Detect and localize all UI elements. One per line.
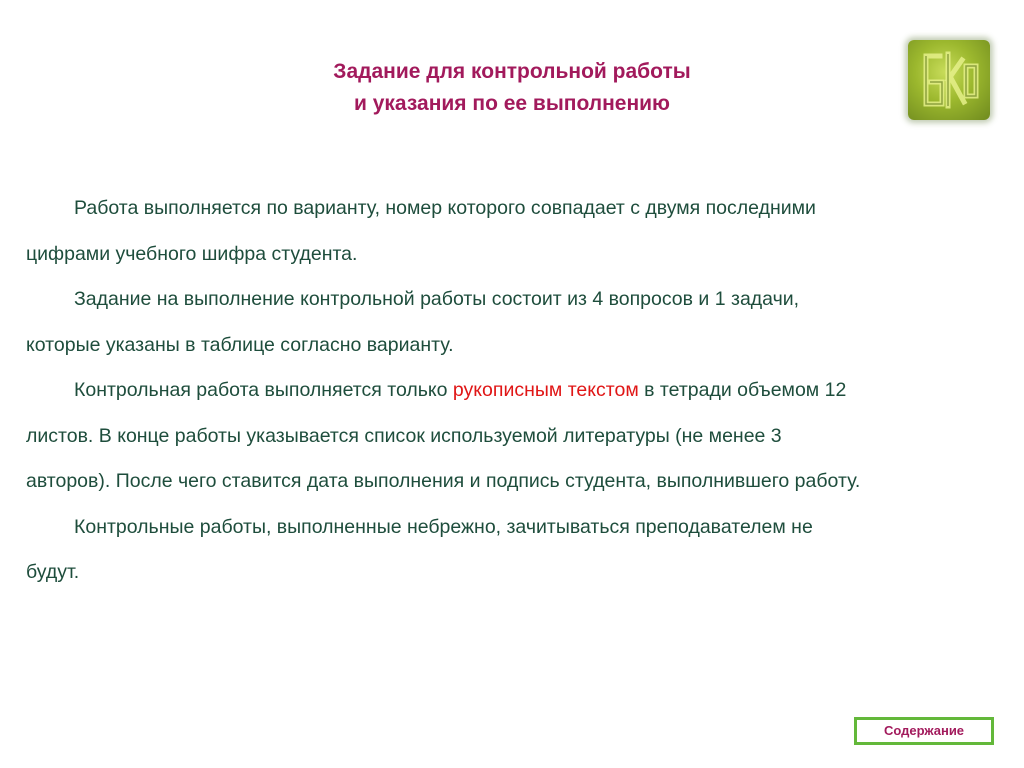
paragraph-tasks-line-2: которые указаны в таблице согласно варианту. [26, 333, 454, 356]
title-line-2: и указания по ее выполнению [354, 92, 670, 115]
paragraph-careless-line-2: будут. [26, 561, 80, 583]
paragraph-handwritten-line-1 [26, 368, 1024, 414]
contents-button[interactable]: Содержание [854, 717, 994, 745]
paragraph-tasks-line-1: Задание на выполнение контрольной работы состоит из 4 вопросов и 1 задачи, [74, 288, 800, 310]
assignment-instructions [26, 186, 1024, 596]
paragraph-handwritten-line-2: листов. В конце работы указывается список используемой литературы (не менее 3 [26, 424, 782, 447]
paragraph-variant-line-2: цифрами учебного шифра студента. [26, 242, 358, 265]
handwritten-text-after: в тетради объемом 12 [638, 379, 847, 401]
university-emblem-icon [908, 40, 990, 120]
paragraph-variant-line-1: Работа выполняется по варианту, номер которого совпадает с двумя последними [74, 197, 816, 219]
paragraph-handwritten-line-3: авторов). После чего ставится дата выполнения и подпись студента, выполнившего работу. [26, 470, 861, 492]
handwritten-text-before: Контрольная работа выполняется только [74, 379, 453, 401]
page-title [212, 56, 812, 120]
paragraph-careless-line-1: Контрольные работы, выполненные небрежно, зачитываться преподавателем не [74, 515, 813, 538]
title-line-1: Задание для контрольной работы [333, 60, 691, 83]
handwritten-highlight: рукописным текстом [452, 379, 639, 401]
